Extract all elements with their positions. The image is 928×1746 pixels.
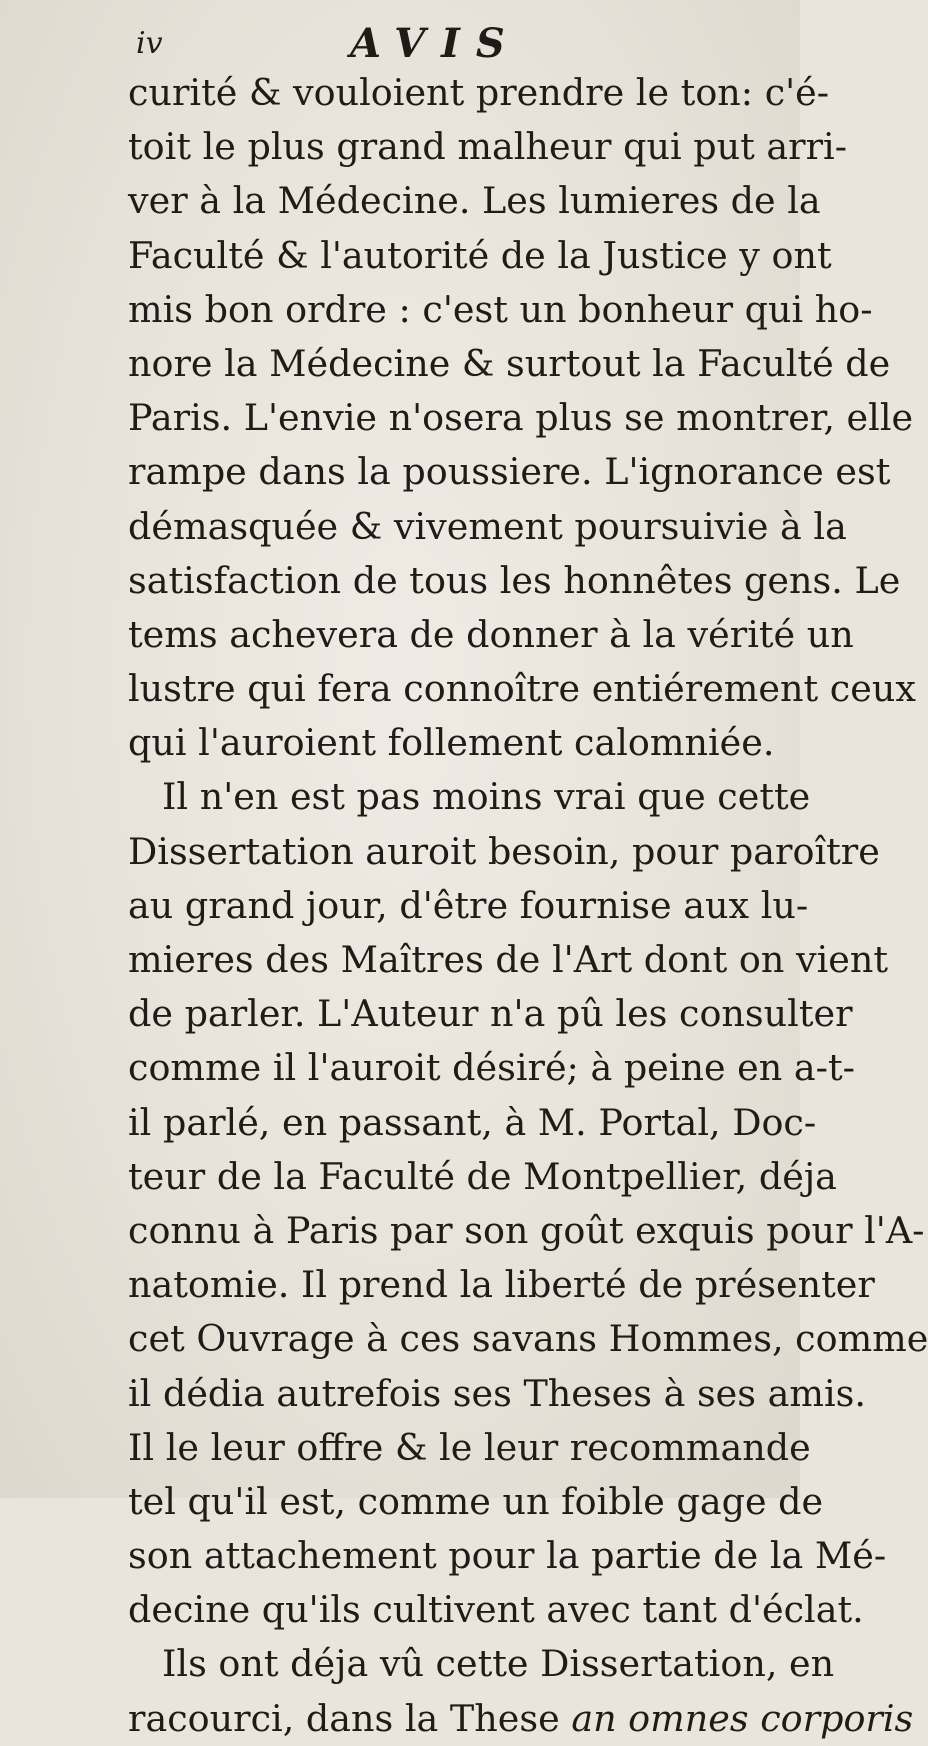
text-line: Paris. L'envie n'osera plus se montrer, elle — [128, 396, 914, 440]
header-title: AVIS — [350, 20, 521, 67]
text-line: qui l'auroient follement calomniée. — [128, 721, 775, 765]
text-line: nore la Médecine & surtout la Faculté de — [128, 341, 891, 385]
text-line: natomie. Il prend la liberté de présenter — [128, 1263, 875, 1307]
text-line: Dissertation auroit besoin, pour paroître — [128, 829, 880, 873]
text-line: lustre qui fera connoître entiérement ceux — [128, 667, 916, 711]
text-line: curité & vouloient prendre le ton: c'é- — [128, 71, 830, 114]
text-line-final-italic: an omnes corporis — [571, 1696, 914, 1740]
page-number: iv — [136, 26, 163, 61]
text-line-final — [128, 1692, 914, 1746]
text-line: tems achevera de donner à la vérité un — [128, 612, 854, 656]
text-line: il dédia autrefois ses Theses à ses amis. — [128, 1371, 866, 1415]
text-line: mieres des Maîtres de l'Art dont on vient — [128, 938, 889, 981]
text-line: son attachement pour la partie de la Mé- — [128, 1534, 887, 1578]
text-line: ver à la Médecine. Les lumieres de la — [128, 179, 821, 223]
text-line: démasquée & vivement poursuivie à la — [128, 504, 847, 548]
text-line: connu à Paris par son goût exquis pour l'A- — [128, 1208, 925, 1252]
text-line: toit le plus grand malheur qui put arri- — [128, 125, 848, 169]
text-line: Il le leur offre & le leur recommande — [128, 1425, 811, 1469]
text-line: il parlé, en passant, à M. Portal, Doc- — [128, 1100, 817, 1144]
text-line: satisfaction de tous les honnêtes gens. Le — [128, 558, 901, 602]
text-line: tel qu'il est, comme un foible gage de — [128, 1479, 824, 1523]
text-line: Ils ont déja vû cette Dissertation, en — [162, 1642, 835, 1686]
text-line: Faculté & l'autorité de la Justice y ont — [128, 233, 832, 277]
text-line: Il n'en est pas moins vrai que cette — [162, 775, 811, 819]
text-line-final-roman: racourci, dans la These — [128, 1696, 560, 1740]
text-line: teur de la Faculté de Montpellier, déja — [128, 1154, 837, 1198]
text-line: au grand jour, d'être fournise aux lu- — [128, 883, 809, 927]
text-line: decine qu'ils cultivent avec tant d'éclat. — [128, 1588, 864, 1632]
running-header — [128, 20, 688, 70]
text-line: rampe dans la poussiere. L'ignorance est — [128, 450, 891, 494]
text-line: mis bon ordre : c'est un bonheur qui ho- — [128, 287, 873, 331]
body-text — [128, 66, 928, 1746]
text-line: de parler. L'Auteur n'a pû les consulter — [128, 992, 853, 1036]
text-line: comme il l'auroit désiré; à peine en a-t- — [128, 1046, 855, 1090]
text-line: cet Ouvrage à ces savans Hommes, comme — [128, 1317, 928, 1361]
